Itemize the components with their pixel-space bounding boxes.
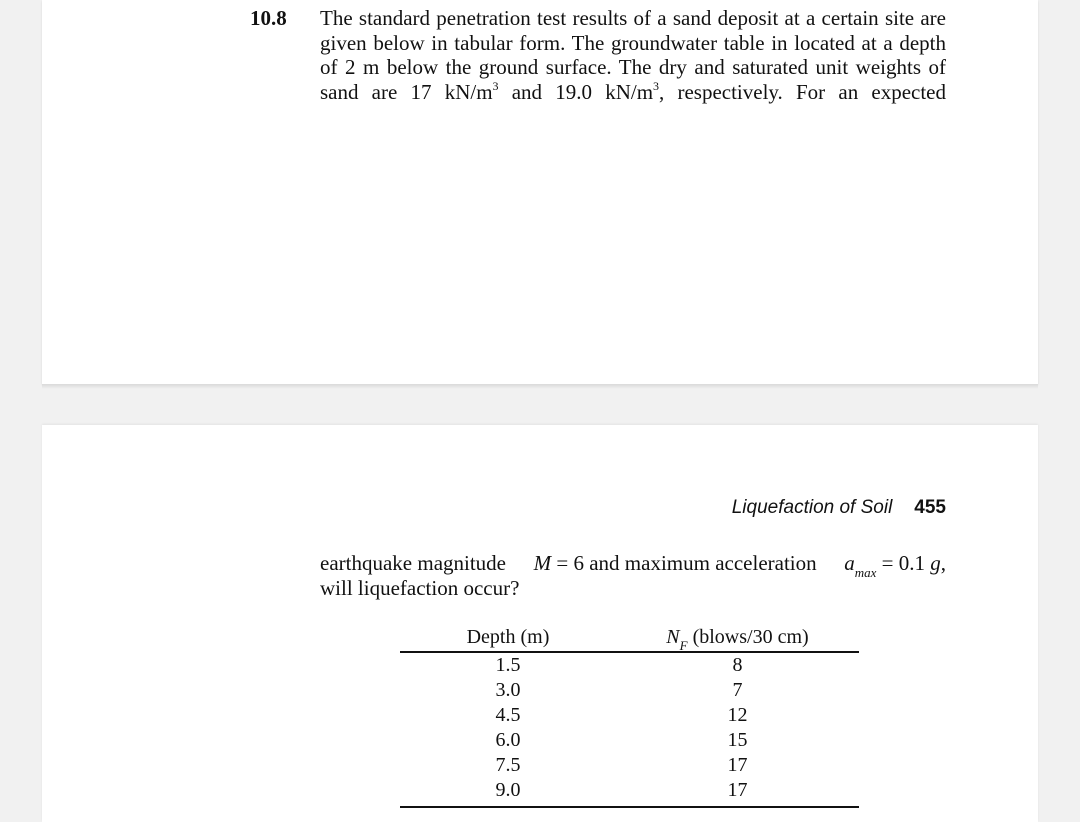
text-run: = 6 and maximum acceleration [551, 551, 817, 575]
problem-number: 10.8 [250, 6, 287, 30]
table-row [400, 703, 859, 728]
text-run [844, 551, 946, 581]
symbol-g: g [930, 551, 941, 575]
table-row [400, 753, 859, 778]
table-header-row [400, 624, 859, 652]
cell-depth: 3.0 [495, 679, 521, 701]
cell-blow-count: 12 [727, 704, 748, 726]
chapter-title: Liquefaction of Soil [731, 497, 893, 518]
symbol-N: N [666, 625, 680, 648]
cell-blow-count: 17 [616, 778, 859, 807]
page-separator [42, 384, 1038, 389]
problem-line: The standard penetration test results of a sand deposit at a certain site are [320, 6, 946, 30]
superscript: 3 [653, 78, 660, 93]
page-number: 455 [914, 497, 946, 518]
text-run: sand are 17 kN/m [320, 79, 493, 104]
text-run: , respectively. For an expected [659, 79, 946, 104]
cell-blow-count: 7 [732, 679, 743, 701]
table-row [400, 652, 859, 678]
cell-blow-count: 17 [727, 754, 748, 776]
text-run: earthquake magnitude [320, 551, 507, 575]
subscript-max: max [854, 565, 877, 581]
text-run: = 0.1 [876, 551, 931, 575]
symbol-a: a [844, 551, 855, 575]
table-row [400, 728, 859, 753]
problem-statement [320, 6, 946, 104]
problem-line: of 2 m below the ground surface. The dry and saturated unit weights of [320, 55, 946, 79]
continuation-line: will liquefaction occur? [320, 575, 520, 600]
problem-continuation [320, 551, 946, 600]
superscript: 3 [492, 78, 499, 93]
table-row [400, 678, 859, 703]
cell-depth: 6.0 [495, 729, 521, 751]
text-run: and 19.0 kN/m [498, 79, 654, 104]
table-row [400, 778, 859, 807]
header-depth: Depth (m) [400, 624, 616, 652]
cell-depth: 1.5 [495, 654, 521, 676]
running-head [600, 497, 946, 519]
cell-blow-count: 15 [727, 729, 748, 751]
problem-line: given below in tabular form. The groundwater table in located at a depth [320, 30, 946, 55]
header-blow-count [616, 624, 859, 652]
text-run: , [940, 551, 946, 575]
symbol-M: M [533, 551, 552, 575]
cell-blow-count: 8 [732, 654, 743, 676]
continuation-line [320, 551, 946, 581]
cell-depth: 7.5 [495, 754, 521, 776]
problem-line-last [320, 80, 946, 105]
cell-depth: 4.5 [495, 704, 521, 726]
spt-results-table [400, 624, 859, 808]
cell-depth: 9.0 [400, 778, 616, 807]
subscript-F: F [679, 637, 688, 653]
text-run [534, 551, 817, 576]
text-run: (blows/30 cm) [687, 625, 809, 648]
